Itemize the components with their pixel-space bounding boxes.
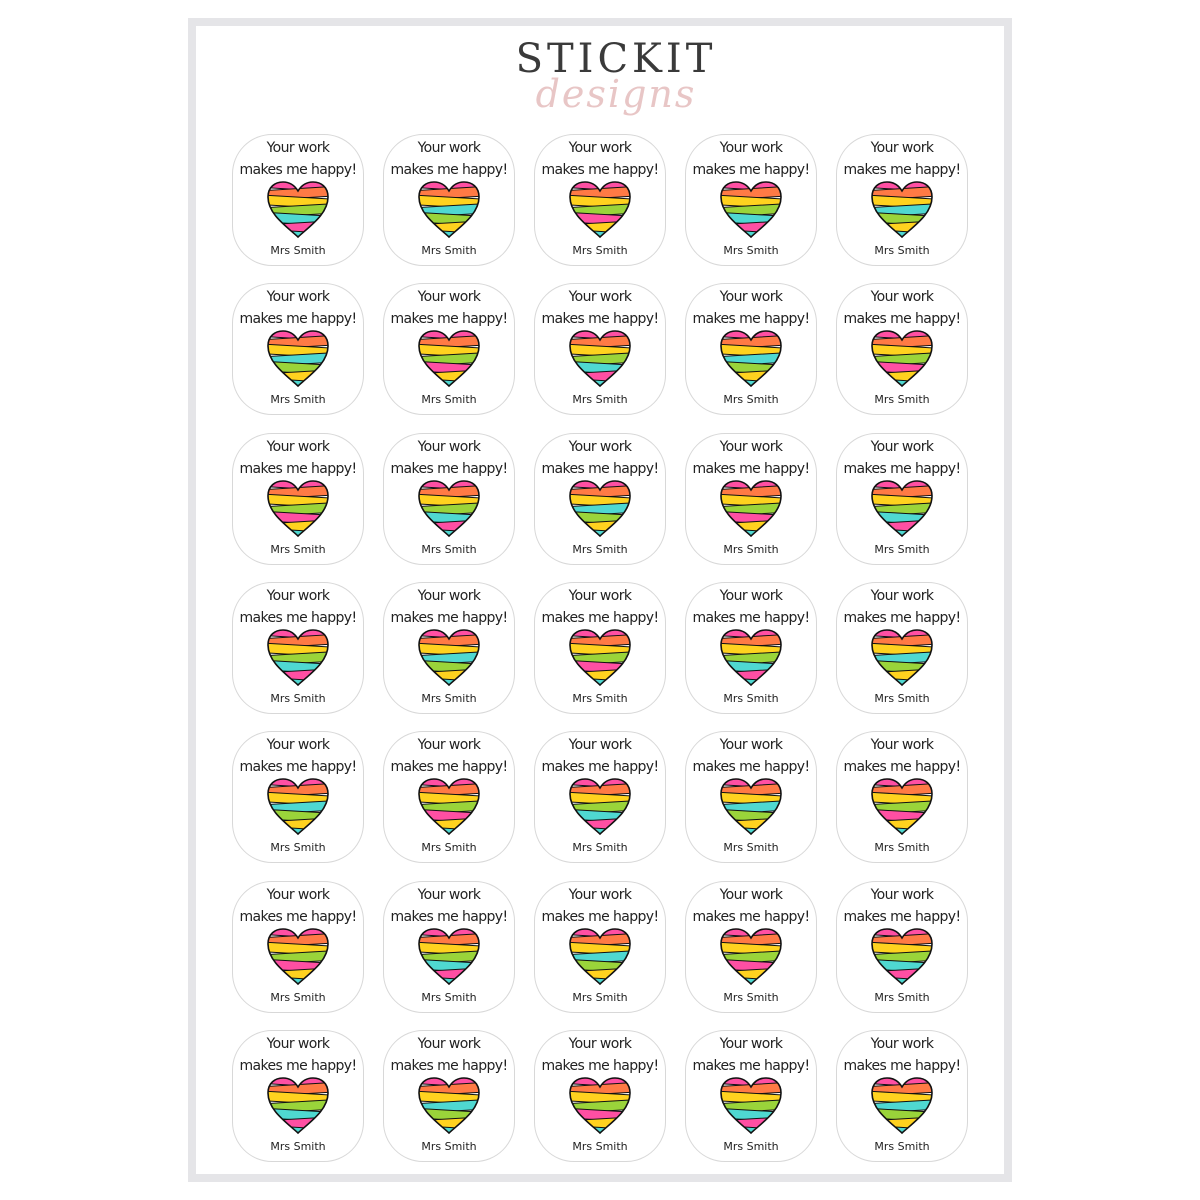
heart-stripe bbox=[266, 229, 330, 240]
sticker-name: Mrs Smith bbox=[421, 543, 477, 556]
heart-stripe bbox=[568, 229, 632, 240]
sticker[interactable] bbox=[685, 283, 817, 415]
sticker-text-line2: makes me happy! bbox=[390, 1058, 508, 1074]
sticker-text-line1: Your work bbox=[266, 588, 330, 604]
heart-stripe bbox=[266, 1125, 330, 1136]
heart-stripe bbox=[266, 826, 330, 837]
sticker-text-line2: makes me happy! bbox=[843, 461, 961, 477]
heart-stripe bbox=[870, 378, 934, 389]
sticker[interactable] bbox=[534, 582, 666, 714]
sticker-name: Mrs Smith bbox=[270, 841, 326, 854]
sticker-text-line2: makes me happy! bbox=[541, 759, 659, 775]
sticker[interactable] bbox=[232, 1030, 364, 1162]
brand-logo bbox=[496, 36, 736, 136]
rainbow-heart-icon bbox=[417, 329, 481, 389]
sticker-text-line2: makes me happy! bbox=[541, 311, 659, 327]
sticker-name: Mrs Smith bbox=[572, 1140, 628, 1153]
sticker-text-line2: makes me happy! bbox=[843, 1058, 961, 1074]
sticker[interactable] bbox=[685, 433, 817, 565]
sticker-text-line1: Your work bbox=[266, 439, 330, 455]
sticker-text-line1: Your work bbox=[417, 140, 481, 156]
rainbow-heart-icon bbox=[568, 1076, 632, 1136]
sticker[interactable] bbox=[383, 134, 515, 266]
sticker-text-line2: makes me happy! bbox=[692, 610, 810, 626]
heart-stripe bbox=[568, 1125, 632, 1136]
heart-stripe bbox=[417, 1125, 481, 1136]
sticker-text-line1: Your work bbox=[719, 588, 783, 604]
sticker-text-line2: makes me happy! bbox=[390, 909, 508, 925]
heart-stripe bbox=[719, 976, 783, 987]
sticker[interactable] bbox=[232, 731, 364, 863]
heart-stripe bbox=[568, 826, 632, 837]
sticker-text-line2: makes me happy! bbox=[692, 1058, 810, 1074]
sticker-name: Mrs Smith bbox=[421, 692, 477, 705]
sticker-text-line1: Your work bbox=[417, 1036, 481, 1052]
sticker-name: Mrs Smith bbox=[572, 841, 628, 854]
sticker[interactable] bbox=[534, 134, 666, 266]
heart-stripe bbox=[719, 826, 783, 837]
sticker-name: Mrs Smith bbox=[874, 841, 930, 854]
sticker-name: Mrs Smith bbox=[421, 393, 477, 406]
sticker[interactable] bbox=[685, 731, 817, 863]
rainbow-heart-icon bbox=[870, 777, 934, 837]
rainbow-heart-icon bbox=[266, 180, 330, 240]
sticker-text-line2: makes me happy! bbox=[239, 610, 357, 626]
sticker-name: Mrs Smith bbox=[421, 1140, 477, 1153]
rainbow-heart-icon bbox=[568, 927, 632, 987]
sticker-name: Mrs Smith bbox=[270, 543, 326, 556]
sticker[interactable] bbox=[836, 283, 968, 415]
sticker[interactable] bbox=[685, 582, 817, 714]
rainbow-heart-icon bbox=[719, 329, 783, 389]
rainbow-heart-icon bbox=[417, 180, 481, 240]
rainbow-heart-icon bbox=[719, 777, 783, 837]
sticker[interactable] bbox=[685, 134, 817, 266]
rainbow-heart-icon bbox=[870, 180, 934, 240]
heart-stripe bbox=[870, 976, 934, 987]
heart-stripe bbox=[568, 677, 632, 688]
heart-stripe bbox=[870, 528, 934, 539]
heart-stripe bbox=[719, 229, 783, 240]
sticker[interactable] bbox=[383, 731, 515, 863]
sticker[interactable] bbox=[685, 1030, 817, 1162]
sticker-text-line2: makes me happy! bbox=[390, 311, 508, 327]
sticker-text-line2: makes me happy! bbox=[843, 162, 961, 178]
rainbow-heart-icon bbox=[568, 180, 632, 240]
sticker-text-line1: Your work bbox=[417, 289, 481, 305]
sticker[interactable] bbox=[836, 582, 968, 714]
sticker[interactable] bbox=[534, 433, 666, 565]
heart-stripe bbox=[417, 826, 481, 837]
rainbow-heart-icon bbox=[568, 329, 632, 389]
sticker-text-line1: Your work bbox=[568, 439, 632, 455]
sticker[interactable] bbox=[383, 881, 515, 1013]
sticker-text-line1: Your work bbox=[870, 439, 934, 455]
heart-stripe bbox=[870, 826, 934, 837]
sticker-name: Mrs Smith bbox=[572, 692, 628, 705]
sticker-text-line1: Your work bbox=[568, 1036, 632, 1052]
sticker[interactable] bbox=[685, 881, 817, 1013]
rainbow-heart-icon bbox=[417, 479, 481, 539]
sticker-text-line1: Your work bbox=[417, 588, 481, 604]
sticker-name: Mrs Smith bbox=[270, 991, 326, 1004]
sticker-name: Mrs Smith bbox=[874, 692, 930, 705]
heart-stripe bbox=[719, 528, 783, 539]
sticker[interactable] bbox=[232, 433, 364, 565]
sticker-text-line2: makes me happy! bbox=[390, 759, 508, 775]
rainbow-heart-icon bbox=[719, 628, 783, 688]
sticker-name: Mrs Smith bbox=[874, 393, 930, 406]
heart-stripe bbox=[719, 378, 783, 389]
rainbow-heart-icon bbox=[568, 479, 632, 539]
rainbow-heart-icon bbox=[417, 628, 481, 688]
sticker-text-line1: Your work bbox=[870, 1036, 934, 1052]
sticker[interactable] bbox=[836, 1030, 968, 1162]
sticker-text-line1: Your work bbox=[568, 140, 632, 156]
sticker-text-line1: Your work bbox=[870, 140, 934, 156]
sticker-name: Mrs Smith bbox=[874, 543, 930, 556]
rainbow-heart-icon bbox=[870, 479, 934, 539]
sticker-text-line2: makes me happy! bbox=[239, 162, 357, 178]
sticker-text-line2: makes me happy! bbox=[390, 610, 508, 626]
sticker-name: Mrs Smith bbox=[572, 393, 628, 406]
rainbow-heart-icon bbox=[417, 1076, 481, 1136]
sticker-text-line1: Your work bbox=[417, 737, 481, 753]
sticker-text-line1: Your work bbox=[568, 887, 632, 903]
sticker-text-line2: makes me happy! bbox=[541, 1058, 659, 1074]
rainbow-heart-icon bbox=[417, 927, 481, 987]
sticker[interactable] bbox=[383, 582, 515, 714]
sticker[interactable] bbox=[383, 433, 515, 565]
sticker[interactable] bbox=[836, 881, 968, 1013]
rainbow-heart-icon bbox=[266, 777, 330, 837]
sticker-text-line2: makes me happy! bbox=[843, 311, 961, 327]
rainbow-heart-icon bbox=[870, 329, 934, 389]
sticker-name: Mrs Smith bbox=[874, 244, 930, 257]
sticker-text-line2: makes me happy! bbox=[541, 909, 659, 925]
sticker-text-line1: Your work bbox=[417, 439, 481, 455]
sticker-text-line2: makes me happy! bbox=[239, 759, 357, 775]
sticker[interactable] bbox=[534, 1030, 666, 1162]
sticker-name: Mrs Smith bbox=[572, 991, 628, 1004]
sticker-text-line2: makes me happy! bbox=[541, 610, 659, 626]
sticker-text-line1: Your work bbox=[266, 887, 330, 903]
brand-subtitle: designs bbox=[535, 72, 697, 116]
sticker[interactable] bbox=[534, 881, 666, 1013]
sticker[interactable] bbox=[534, 283, 666, 415]
sticker-text-line2: makes me happy! bbox=[843, 909, 961, 925]
rainbow-heart-icon bbox=[417, 777, 481, 837]
sticker-text-line2: makes me happy! bbox=[843, 759, 961, 775]
sticker-name: Mrs Smith bbox=[723, 692, 779, 705]
sticker-text-line1: Your work bbox=[719, 439, 783, 455]
sticker-text-line1: Your work bbox=[266, 140, 330, 156]
rainbow-heart-icon bbox=[719, 1076, 783, 1136]
sticker-text-line2: makes me happy! bbox=[239, 1058, 357, 1074]
heart-stripe bbox=[870, 677, 934, 688]
heart-stripe bbox=[719, 677, 783, 688]
rainbow-heart-icon bbox=[568, 628, 632, 688]
heart-stripe bbox=[266, 528, 330, 539]
sticker-text-line1: Your work bbox=[870, 289, 934, 305]
heart-stripe bbox=[870, 229, 934, 240]
rainbow-heart-icon bbox=[870, 927, 934, 987]
sticker-text-line1: Your work bbox=[870, 588, 934, 604]
sticker-name: Mrs Smith bbox=[723, 1140, 779, 1153]
heart-stripe bbox=[870, 1125, 934, 1136]
heart-stripe bbox=[417, 229, 481, 240]
sticker[interactable] bbox=[232, 134, 364, 266]
sticker-name: Mrs Smith bbox=[421, 991, 477, 1004]
sticker-text-line2: makes me happy! bbox=[843, 610, 961, 626]
heart-stripe bbox=[719, 1125, 783, 1136]
heart-stripe bbox=[417, 528, 481, 539]
heart-stripe bbox=[266, 378, 330, 389]
heart-stripe bbox=[568, 378, 632, 389]
sticker-text-line2: makes me happy! bbox=[541, 461, 659, 477]
sticker-name: Mrs Smith bbox=[723, 244, 779, 257]
sticker-text-line2: makes me happy! bbox=[692, 759, 810, 775]
sticker[interactable] bbox=[383, 1030, 515, 1162]
sticker-text-line1: Your work bbox=[266, 737, 330, 753]
sticker-text-line1: Your work bbox=[719, 737, 783, 753]
sticker-name: Mrs Smith bbox=[723, 543, 779, 556]
sticker[interactable] bbox=[534, 731, 666, 863]
heart-stripe bbox=[417, 378, 481, 389]
sticker-text-line1: Your work bbox=[568, 588, 632, 604]
sticker-name: Mrs Smith bbox=[874, 1140, 930, 1153]
heart-stripe bbox=[266, 677, 330, 688]
sticker-text-line2: makes me happy! bbox=[390, 162, 508, 178]
rainbow-heart-icon bbox=[719, 927, 783, 987]
heart-stripe bbox=[417, 976, 481, 987]
sticker-text-line1: Your work bbox=[870, 887, 934, 903]
rainbow-heart-icon bbox=[266, 329, 330, 389]
rainbow-heart-icon bbox=[266, 628, 330, 688]
sticker[interactable] bbox=[836, 731, 968, 863]
sticker-name: Mrs Smith bbox=[421, 841, 477, 854]
sticker-text-line1: Your work bbox=[568, 737, 632, 753]
sticker[interactable] bbox=[836, 433, 968, 565]
heart-stripe bbox=[417, 677, 481, 688]
sticker-name: Mrs Smith bbox=[421, 244, 477, 257]
sticker-name: Mrs Smith bbox=[723, 991, 779, 1004]
sticker-text-line1: Your work bbox=[719, 887, 783, 903]
rainbow-heart-icon bbox=[870, 628, 934, 688]
sticker-text-line2: makes me happy! bbox=[390, 461, 508, 477]
sticker-text-line1: Your work bbox=[719, 289, 783, 305]
rainbow-heart-icon bbox=[266, 1076, 330, 1136]
heart-stripe bbox=[568, 976, 632, 987]
sticker[interactable] bbox=[383, 283, 515, 415]
rainbow-heart-icon bbox=[568, 777, 632, 837]
heart-stripe bbox=[568, 528, 632, 539]
sticker-text-line2: makes me happy! bbox=[692, 311, 810, 327]
sticker-name: Mrs Smith bbox=[572, 244, 628, 257]
sticker-text-line1: Your work bbox=[719, 1036, 783, 1052]
sticker-text-line2: makes me happy! bbox=[239, 909, 357, 925]
sticker-text-line2: makes me happy! bbox=[239, 461, 357, 477]
sticker-name: Mrs Smith bbox=[723, 393, 779, 406]
rainbow-heart-icon bbox=[266, 927, 330, 987]
heart-stripe bbox=[266, 976, 330, 987]
sticker[interactable] bbox=[232, 283, 364, 415]
sticker-text-line1: Your work bbox=[568, 289, 632, 305]
rainbow-heart-icon bbox=[719, 180, 783, 240]
sticker-text-line1: Your work bbox=[266, 289, 330, 305]
rainbow-heart-icon bbox=[719, 479, 783, 539]
sticker-text-line1: Your work bbox=[719, 140, 783, 156]
sticker-name: Mrs Smith bbox=[874, 991, 930, 1004]
sticker[interactable] bbox=[836, 134, 968, 266]
sticker-name: Mrs Smith bbox=[572, 543, 628, 556]
sticker-name: Mrs Smith bbox=[270, 692, 326, 705]
brand-name: STICKIT bbox=[515, 36, 717, 82]
sticker-text-line2: makes me happy! bbox=[692, 461, 810, 477]
sticker-text-line1: Your work bbox=[870, 737, 934, 753]
sticker-name: Mrs Smith bbox=[723, 841, 779, 854]
sticker-text-line2: makes me happy! bbox=[239, 311, 357, 327]
sticker-text-line2: makes me happy! bbox=[692, 909, 810, 925]
sticker-text-line1: Your work bbox=[266, 1036, 330, 1052]
sticker-name: Mrs Smith bbox=[270, 244, 326, 257]
rainbow-heart-icon bbox=[870, 1076, 934, 1136]
sticker-text-line1: Your work bbox=[417, 887, 481, 903]
sticker-name: Mrs Smith bbox=[270, 393, 326, 406]
sticker-sheet bbox=[188, 18, 1012, 1182]
rainbow-heart-icon bbox=[266, 479, 330, 539]
sticker-name: Mrs Smith bbox=[270, 1140, 326, 1153]
sticker-text-line2: makes me happy! bbox=[541, 162, 659, 178]
sticker[interactable] bbox=[232, 582, 364, 714]
sticker-text-line2: makes me happy! bbox=[692, 162, 810, 178]
sticker[interactable] bbox=[232, 881, 364, 1013]
